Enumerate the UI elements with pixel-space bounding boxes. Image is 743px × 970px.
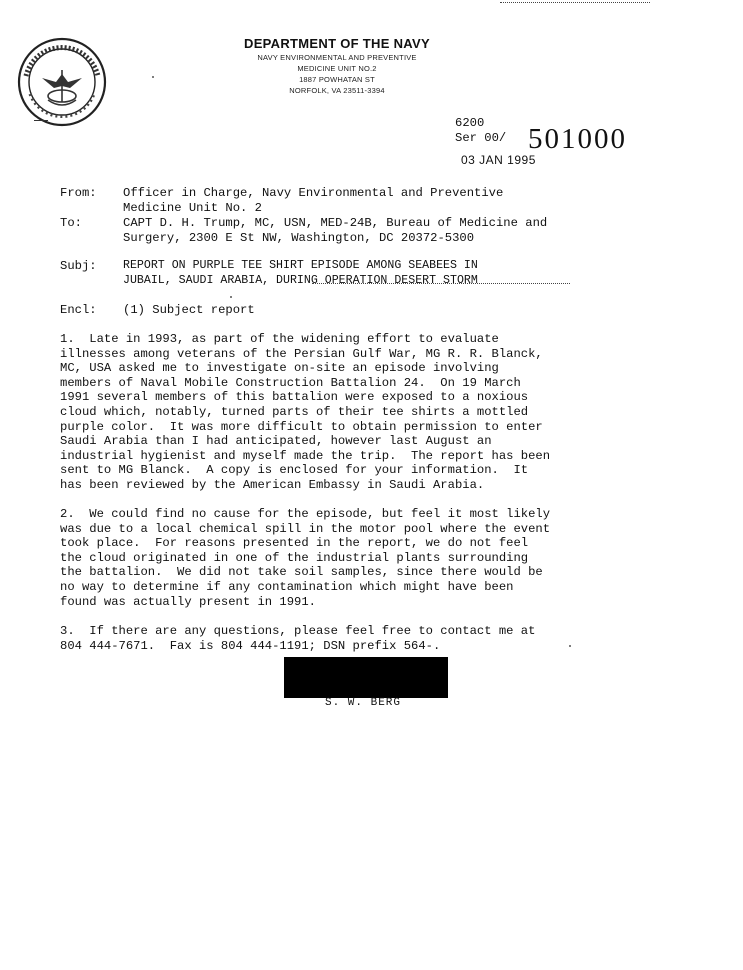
paragraph-line: members of Naval Mobile Construction Battalion 24. On 19 March bbox=[60, 375, 521, 390]
paragraph-line: 804 444-7671. Fax is 804 444-1191; DSN prefix 564-. bbox=[60, 638, 441, 653]
paragraph-line: 3. If there are any questions, please feel free to contact me at bbox=[60, 624, 536, 638]
paragraph-line: 2. We could find no cause for the episode, but feel it most likely bbox=[60, 507, 551, 521]
navy-seal-icon bbox=[16, 36, 108, 128]
serial-number: 501000 bbox=[528, 123, 627, 155]
paragraph-3 bbox=[60, 624, 700, 653]
paragraph-line: purple color. It was more difficult to obtain permission to enter bbox=[60, 419, 543, 434]
strikethrough-mark bbox=[312, 283, 570, 284]
from-label: From: bbox=[60, 186, 97, 200]
serial-label: Ser 00/ bbox=[455, 131, 507, 145]
enclosure-label: Encl: bbox=[60, 303, 97, 317]
paragraph-line: was due to a local chemical spill in the motor pool where the event bbox=[60, 521, 551, 536]
from-line: Medicine Unit No. 2 bbox=[123, 201, 262, 215]
to-line: Surgery, 2300 E St NW, Washington, DC 20372-5300 bbox=[123, 231, 475, 245]
paragraph-line: no way to determine if any contamination which might have been bbox=[60, 579, 514, 594]
letterhead bbox=[232, 36, 442, 96]
paragraph-line: the cloud originated in one of the industrial plants surrounding bbox=[60, 550, 529, 565]
scan-mark bbox=[34, 120, 48, 121]
department-title: DEPARTMENT OF THE NAVY bbox=[244, 36, 430, 51]
subject-line: REPORT ON PURPLE TEE SHIRT EPISODE AMONG SEABEES IN bbox=[123, 259, 478, 272]
subject-line: JUBAIL, SAUDI ARABIA, DURING OPERATION DESERT STORM bbox=[123, 274, 478, 287]
to-label: To: bbox=[60, 216, 82, 230]
subject-label: Subj: bbox=[60, 259, 97, 273]
paragraph-2 bbox=[60, 507, 700, 609]
date-stamp: 03 JAN 1995 bbox=[461, 153, 536, 167]
paragraph-line: sent to MG Blanck. A copy is enclosed for your information. It bbox=[60, 463, 529, 478]
scan-noise bbox=[500, 2, 650, 3]
paragraph-line: Saudi Arabia than I had anticipated, however last August an bbox=[60, 434, 492, 449]
signer-name: S. W. BERG bbox=[325, 697, 402, 709]
letterhead-line: 1887 POWHATAN ST bbox=[299, 75, 375, 84]
paragraph-line: has been reviewed by the American Embassy in Saudi Arabia. bbox=[60, 477, 485, 492]
paragraph-line: found was actually present in 1991. bbox=[60, 594, 316, 609]
letterhead-line: NAVY ENVIRONMENTAL AND PREVENTIVE bbox=[257, 53, 417, 62]
scan-speck bbox=[230, 296, 232, 298]
paragraph-line: 1991 several members of this battalion were exposed to a noxious bbox=[60, 390, 529, 405]
to-line: CAPT D. H. Trump, MC, USN, MED-24B, Bureau of Medicine and bbox=[123, 216, 548, 230]
from-line: Officer in Charge, Navy Environmental and Preventive bbox=[123, 186, 504, 200]
paragraph-line: 1. Late in 1993, as part of the widening effort to evaluate bbox=[60, 332, 499, 346]
paragraph-1 bbox=[60, 332, 700, 493]
paragraph-line: industrial hygienist and myself made the trip. The report has been bbox=[60, 448, 551, 463]
scan-speck bbox=[152, 76, 154, 78]
paragraph-line: MC, USA asked me to investigate on-site an episode involving bbox=[60, 361, 499, 376]
paragraph-line: cloud which, notably, turned parts of their tee shirts a mottled bbox=[60, 404, 529, 419]
paragraph-line: illnesses among veterans of the Persian Gulf War, MG R. R. Blanck, bbox=[60, 346, 543, 361]
paragraph-line: took place. For reasons presented in the report, we do not feel bbox=[60, 536, 529, 551]
letterhead-line: NORFOLK, VA 23511-3394 bbox=[289, 86, 385, 95]
letterhead-line: MEDICINE UNIT NO.2 bbox=[297, 64, 377, 73]
redacted-signature-block bbox=[284, 657, 448, 698]
ssic-code: 6200 bbox=[455, 116, 485, 130]
scan-speck bbox=[569, 645, 571, 647]
paragraph-line: the battalion. We did not take soil samples, since there would be bbox=[60, 565, 543, 580]
enclosure-text: (1) Subject report bbox=[123, 303, 255, 317]
